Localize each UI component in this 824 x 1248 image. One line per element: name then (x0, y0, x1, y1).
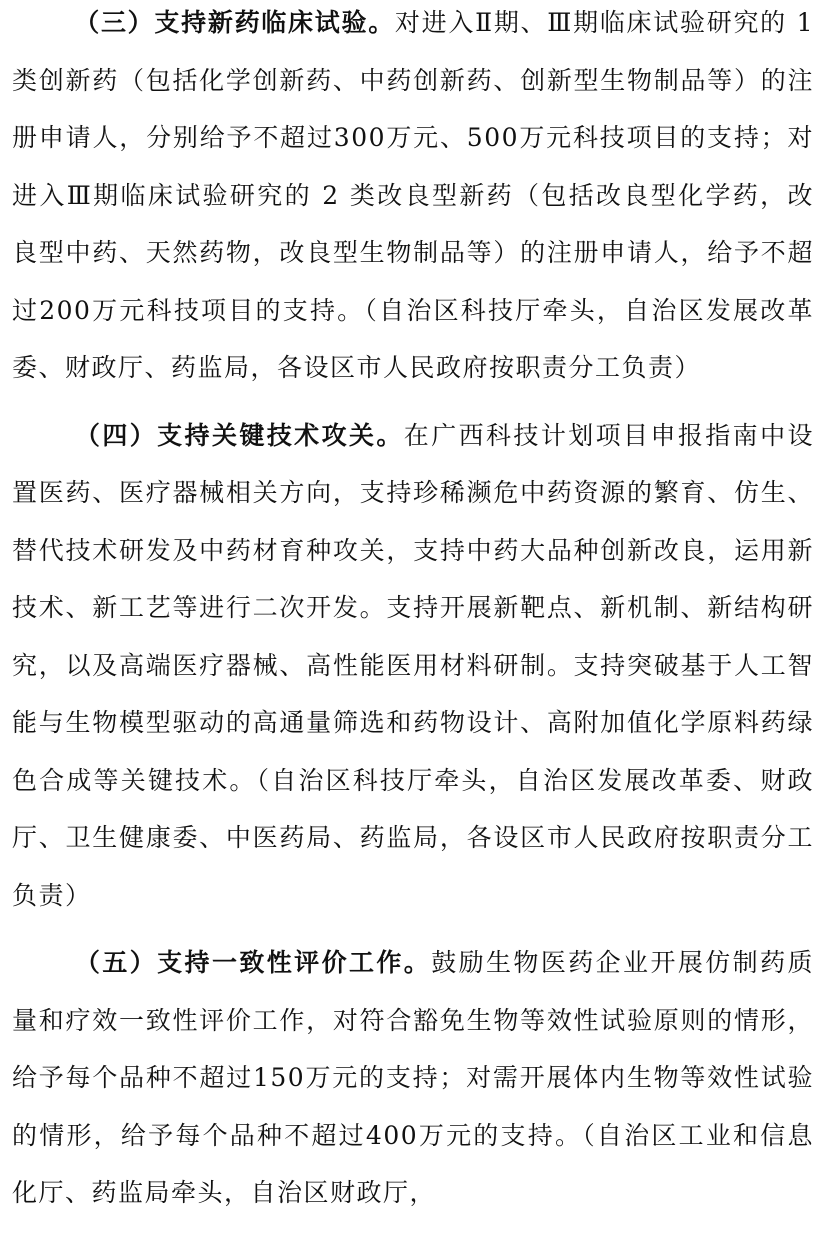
paragraph-heading: （四）支持关键技术攻关。 (74, 420, 404, 450)
paragraph-new-drug-clinical-trials (12, 0, 814, 397)
paragraph-heading: （三）支持新药临床试验。 (74, 8, 395, 37)
paragraph-body: 对进入Ⅱ期、Ⅲ期临床试验研究的 1 类创新药（包括化学创新药、中药创新药、创新型生物制品等）的注册申请人，分别给予不超过300万元、500万元科技项目的支持；对进入Ⅲ期临床试验研究的 2 类改良型新药（包括改良型化学药，改良型中药、天然药物，改良型生物制品等）的注册申请人，给予不超过200万元科技项目的支持。（自治区科技厅牵头，自治区发展改革委、财政厅、药监局，各设区市人民政府按职责分工负责） (12, 8, 814, 382)
paragraph-body: 在广西科技计划项目申报指南中设置医药、医疗器械相关方向，支持珍稀濒危中药资源的繁育、仿生、替代技术研发及中药材育种攻关，支持中药大品种创新改良，运用新技术、新工艺等进行二次开发。支持开展新靶点、新机制、新结构研究，以及高端医疗器械、高性能医用材料研制。支持突破基于人工智能与生物模型驱动的高通量筛选和药物设计、高附加值化学原料药绿色合成等关键技术。（自治区科技厅牵头，自治区发展改革委、财政厅、卫生健康委、中医药局、药监局，各设区市人民政府按职责分工负责） (12, 420, 814, 910)
paragraph-heading: （五）支持一致性评价工作。 (74, 948, 432, 977)
paragraph-body: 鼓励生物医药企业开展仿制药质量和疗效一致性评价工作，对符合豁免生物等效性试验原则的情形，给予每个品种不超过150万元的支持；对需开展体内生物等效性试验的情形，给予每个品种不超过400万元的支持。（自治区工业和信息化厅、药监局牵头，自治区财政厅， (12, 948, 814, 1207)
paragraph-consistency-evaluation (12, 934, 814, 1222)
paragraph-key-technology (12, 407, 814, 925)
